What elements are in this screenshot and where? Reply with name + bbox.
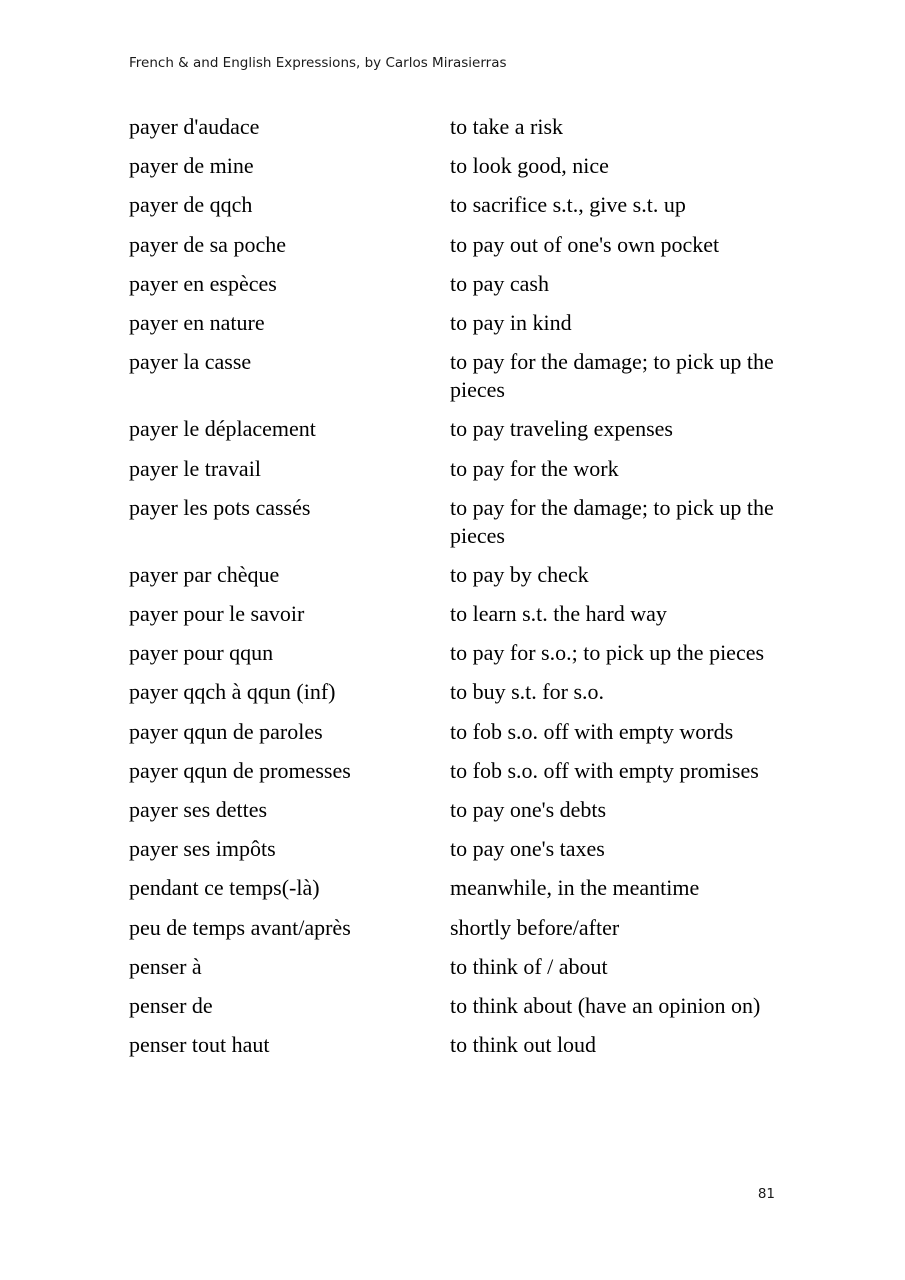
english-translation: to think about (have an opinion on) — [450, 992, 761, 1018]
english-translation: to fob s.o. off with empty promises — [450, 757, 759, 783]
french-expression: payer d'audace — [129, 114, 260, 139]
french-expression: payer la casse — [129, 349, 252, 375]
french-expression: pendant ce temps(-là) — [129, 875, 320, 901]
french-expression: payer en espèces — [129, 270, 277, 296]
french-expression: payer qqun de paroles — [129, 718, 323, 744]
french-expression: payer de qqch — [129, 192, 253, 218]
expression-entry — [129, 270, 789, 298]
expression-entry — [129, 953, 789, 981]
expression-entry — [129, 113, 789, 141]
expression-entry — [129, 757, 789, 785]
expression-entry — [129, 600, 789, 628]
french-expression: payer les pots cassés — [129, 494, 311, 520]
expression-entry — [129, 874, 789, 902]
french-expression: payer ses impôts — [129, 836, 276, 862]
french-expression: payer le déplacement — [129, 416, 316, 442]
expression-entry — [129, 992, 789, 1020]
english-translation: to buy s.t. for s.o. — [450, 679, 604, 705]
french-expression: peu de temps avant/après — [129, 914, 351, 940]
english-translation: to take a risk — [450, 114, 564, 139]
english-translation: to learn s.t. the hard way — [450, 601, 667, 627]
english-translation: to sacrifice s.t., give s.t. up — [450, 192, 686, 218]
french-expression: payer qqun de promesses — [129, 757, 351, 783]
english-translation: shortly before/after — [450, 914, 620, 940]
expression-entry — [129, 152, 789, 180]
french-expression: payer ses dettes — [129, 797, 268, 822]
expression-entry — [129, 678, 789, 706]
french-expression: payer par chèque — [129, 561, 280, 587]
expression-entry — [129, 494, 789, 550]
english-translation: to pay out of one's own pocket — [450, 231, 720, 257]
expression-entry — [129, 639, 789, 667]
french-expression: penser tout haut — [129, 1032, 270, 1058]
expression-entry — [129, 191, 789, 219]
expression-entry — [129, 914, 789, 942]
english-translation: to pay one's taxes — [450, 836, 605, 862]
english-translation: to think out loud — [450, 1032, 597, 1058]
french-expression: payer qqch à qqun (inf) — [129, 679, 336, 705]
english-translation: to pay in kind — [450, 309, 572, 335]
expression-entry — [129, 348, 789, 404]
expression-entry — [129, 231, 789, 259]
expression-entry — [129, 309, 789, 337]
english-translation: to think of / about — [450, 953, 608, 979]
french-expression: penser de — [129, 992, 213, 1018]
english-translation: to pay for s.o.; to pick up the pieces — [450, 640, 765, 666]
running-header: French & and English Expressions, by Carlos Mirasierras — [129, 55, 507, 71]
english-translation: to pay traveling expenses — [450, 416, 673, 442]
french-expression: penser à — [129, 953, 202, 979]
english-translation: to pay by check — [450, 561, 589, 587]
expression-entry — [129, 796, 789, 824]
expression-entry — [129, 1031, 789, 1059]
expression-entry — [129, 455, 789, 483]
expression-entry — [129, 718, 789, 746]
english-translation: to look good, nice — [450, 153, 609, 179]
page-number: 81 — [757, 1186, 775, 1202]
english-translation: to pay for the work — [450, 455, 619, 481]
expression-entry — [129, 835, 789, 863]
english-translation: meanwhile, in the meantime — [450, 875, 700, 901]
expression-list — [129, 113, 789, 1070]
french-expression: payer en nature — [129, 309, 265, 335]
french-expression: payer pour le savoir — [129, 601, 305, 627]
english-translation: to pay for the damage; to pick up the pieces — [450, 494, 774, 548]
expression-entry — [129, 561, 789, 589]
french-expression: payer de mine — [129, 153, 254, 179]
french-expression: payer pour qqun — [129, 640, 274, 666]
english-translation: to pay one's debts — [450, 797, 607, 822]
french-expression: payer le travail — [129, 455, 261, 481]
expression-entry — [129, 415, 789, 443]
french-expression: payer de sa poche — [129, 231, 286, 257]
english-translation: to pay for the damage; to pick up the pieces — [450, 349, 774, 403]
english-translation: to fob s.o. off with empty words — [450, 718, 734, 744]
english-translation: to pay cash — [450, 270, 549, 296]
